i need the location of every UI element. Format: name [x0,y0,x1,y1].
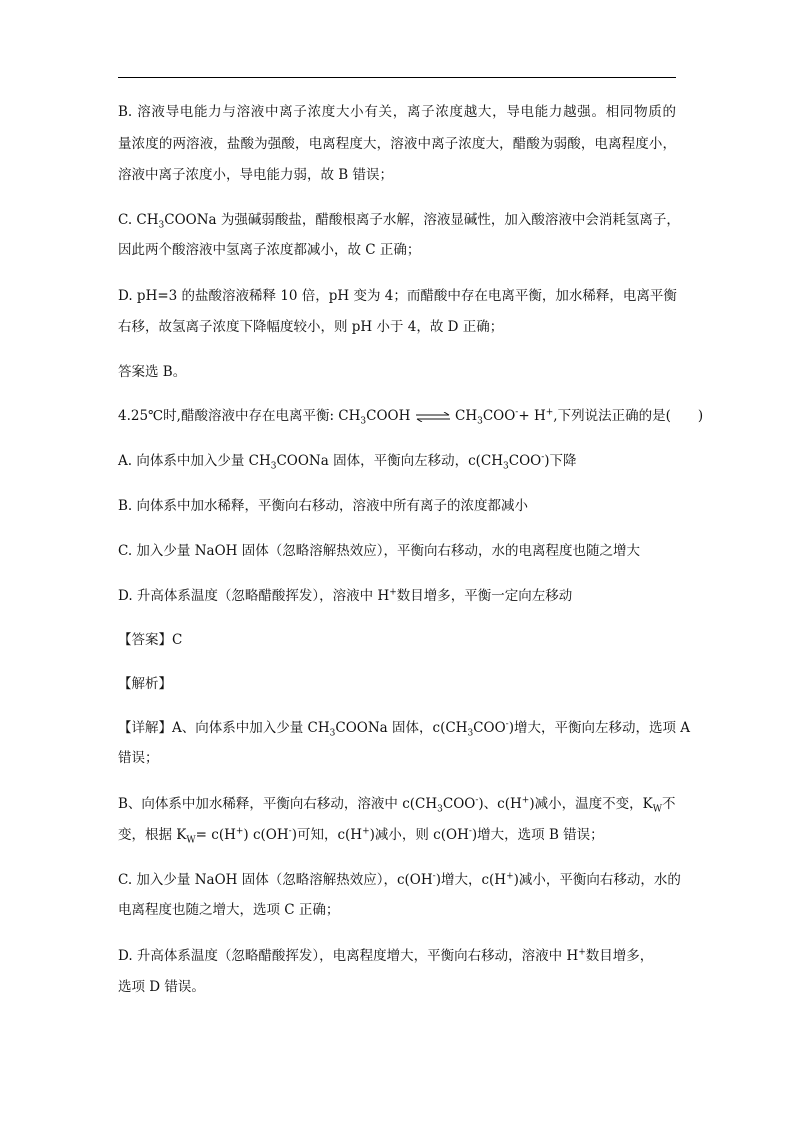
option-c: C. 加入少量 NaOH 固体（忽略溶解热效应），平衡向右移动，水的电离程度也随之增大 [118,543,640,559]
detail-b-line1 [118,794,675,814]
text: C. 加入少量 NaOH 固体（忽略溶解热效应），c(OH [118,872,433,888]
superscript: + [235,826,244,837]
text: COO [442,796,476,812]
text: COO [508,453,542,469]
text: )减小，则 c(OH [369,827,469,843]
superscript: - [515,407,519,418]
analysis-label: 【解析】 [118,676,172,692]
text: 变，根据 K [118,827,187,843]
subscript: 3 [437,804,443,815]
superscript: - [288,826,292,837]
text: 数目增多， [585,948,654,964]
text: )可知，c(H [291,827,363,843]
text: )下降 [544,453,577,469]
analysis-c-line2: 因此两个酸溶液中氢离子浓度都减小，故 C 正确； [118,242,421,258]
text: B、向体系中加水稀释，平衡向右移动，溶液中 c(CH [118,796,438,812]
superscript: + [506,871,514,882]
superscript: + [545,407,554,418]
text: COONa 为强碱弱酸盐，醋酸根离子水解，溶液显碱性，加入酸溶液中会消耗氢离子， [164,212,680,228]
text: )增大，选项 B 错误； [471,827,604,843]
superscript: - [468,826,472,837]
subscript: 3 [329,728,336,739]
analysis-b-line1: B. 溶液导电能力与溶液中离子浓度大小有关，离子浓度越大，导电能力越强。相同物质的 [118,104,676,120]
text: )增大，平衡向左移动，选项 A [508,720,690,736]
subscript: 3 [503,461,509,472]
text: = c(H [195,827,236,843]
subscript: 3 [360,416,367,427]
superscript: + [578,947,586,958]
option-b: B. 向体系中加水稀释，平衡向右移动，溶液中所有离子的浓度都减小 [118,498,529,514]
superscript: - [505,719,509,730]
analysis-b-line2: 量浓度的两溶液，盐酸为强酸，电离程度大，溶液中离子浓度大，醋酸为弱酸，电离程度小， [118,136,676,152]
equilibrium-arrow-icon [415,412,451,422]
analysis-c-line1 [118,210,680,230]
text: + H [518,408,546,424]
text: A. 向体系中加入少量 CH [118,453,271,469]
text: ,下列说法正确的是( ) [553,408,704,424]
analysis-d-line2: 右移，故氢离子浓度下降幅度较小，则 pH 小于 4，故 D 正确； [118,319,504,335]
text: COO [473,720,506,736]
detail-c-line2: 电离程度也随之增大，选项 C 正确； [118,902,340,918]
subscript: 3 [467,728,474,739]
option-d [118,586,572,606]
text: )增大，c(H [435,872,507,888]
previous-answer: 答案选 B。 [118,364,187,380]
superscript: + [521,795,530,806]
subscript: 3 [158,220,165,231]
question-4-stem [118,406,703,426]
text: 数目增多，平衡一定向左移动 [396,588,573,604]
text: )减小，平衡向右移动，水的 [513,872,681,888]
subscript: 3 [477,416,483,427]
detail-a-line1 [118,718,690,738]
detail-d-line1 [118,946,653,966]
text: COONa 固体，平衡向左移动，c(CH [276,453,504,469]
text: )减小，温度不变，K [529,796,653,812]
text: 4.25℃时,醋酸溶液中存在电离平衡: CH [118,408,361,424]
text: COO [482,408,516,424]
subscript: W [652,804,662,815]
text: CH [454,408,478,424]
text: )、c(H [478,796,522,812]
superscript: - [432,871,436,882]
text: 不 [661,796,676,812]
superscript: + [389,587,397,598]
header-rule [118,77,676,78]
option-a [118,451,577,471]
text: ) c(OH [243,827,289,843]
detail-b-line2 [118,825,604,845]
superscript: + [362,826,370,837]
text: D. 升高体系温度（忽略醋酸挥发），溶液中 H [118,588,390,604]
text: C. CH [118,212,159,228]
text: COONa 固体，c(CH [335,720,468,736]
superscript: - [475,795,479,806]
text: COOH [366,408,411,424]
answer-label: 【答案】C [118,632,183,648]
detail-a-line2: 错误； [118,750,159,766]
text: D. 升高体系温度（忽略醋酸挥发），电离程度增大，平衡向右移动，溶液中 H [118,948,579,964]
analysis-b-line3: 溶液中离子浓度小，导电能力弱，故 B 错误； [118,167,394,183]
detail-d-line2: 选项 D 错误。 [118,979,205,995]
subscript: 3 [270,461,277,472]
subscript: W [186,835,196,846]
analysis-d-line1: D. pH=3 的盐酸溶液稀释 10 倍，pH 变为 4；而醋酸中存在电离平衡，加水稀释，电离平衡 [118,288,677,304]
detail-c-line1 [118,870,681,890]
text: 【详解】A、向体系中加入少量 CH [118,720,330,736]
superscript: - [541,452,545,463]
